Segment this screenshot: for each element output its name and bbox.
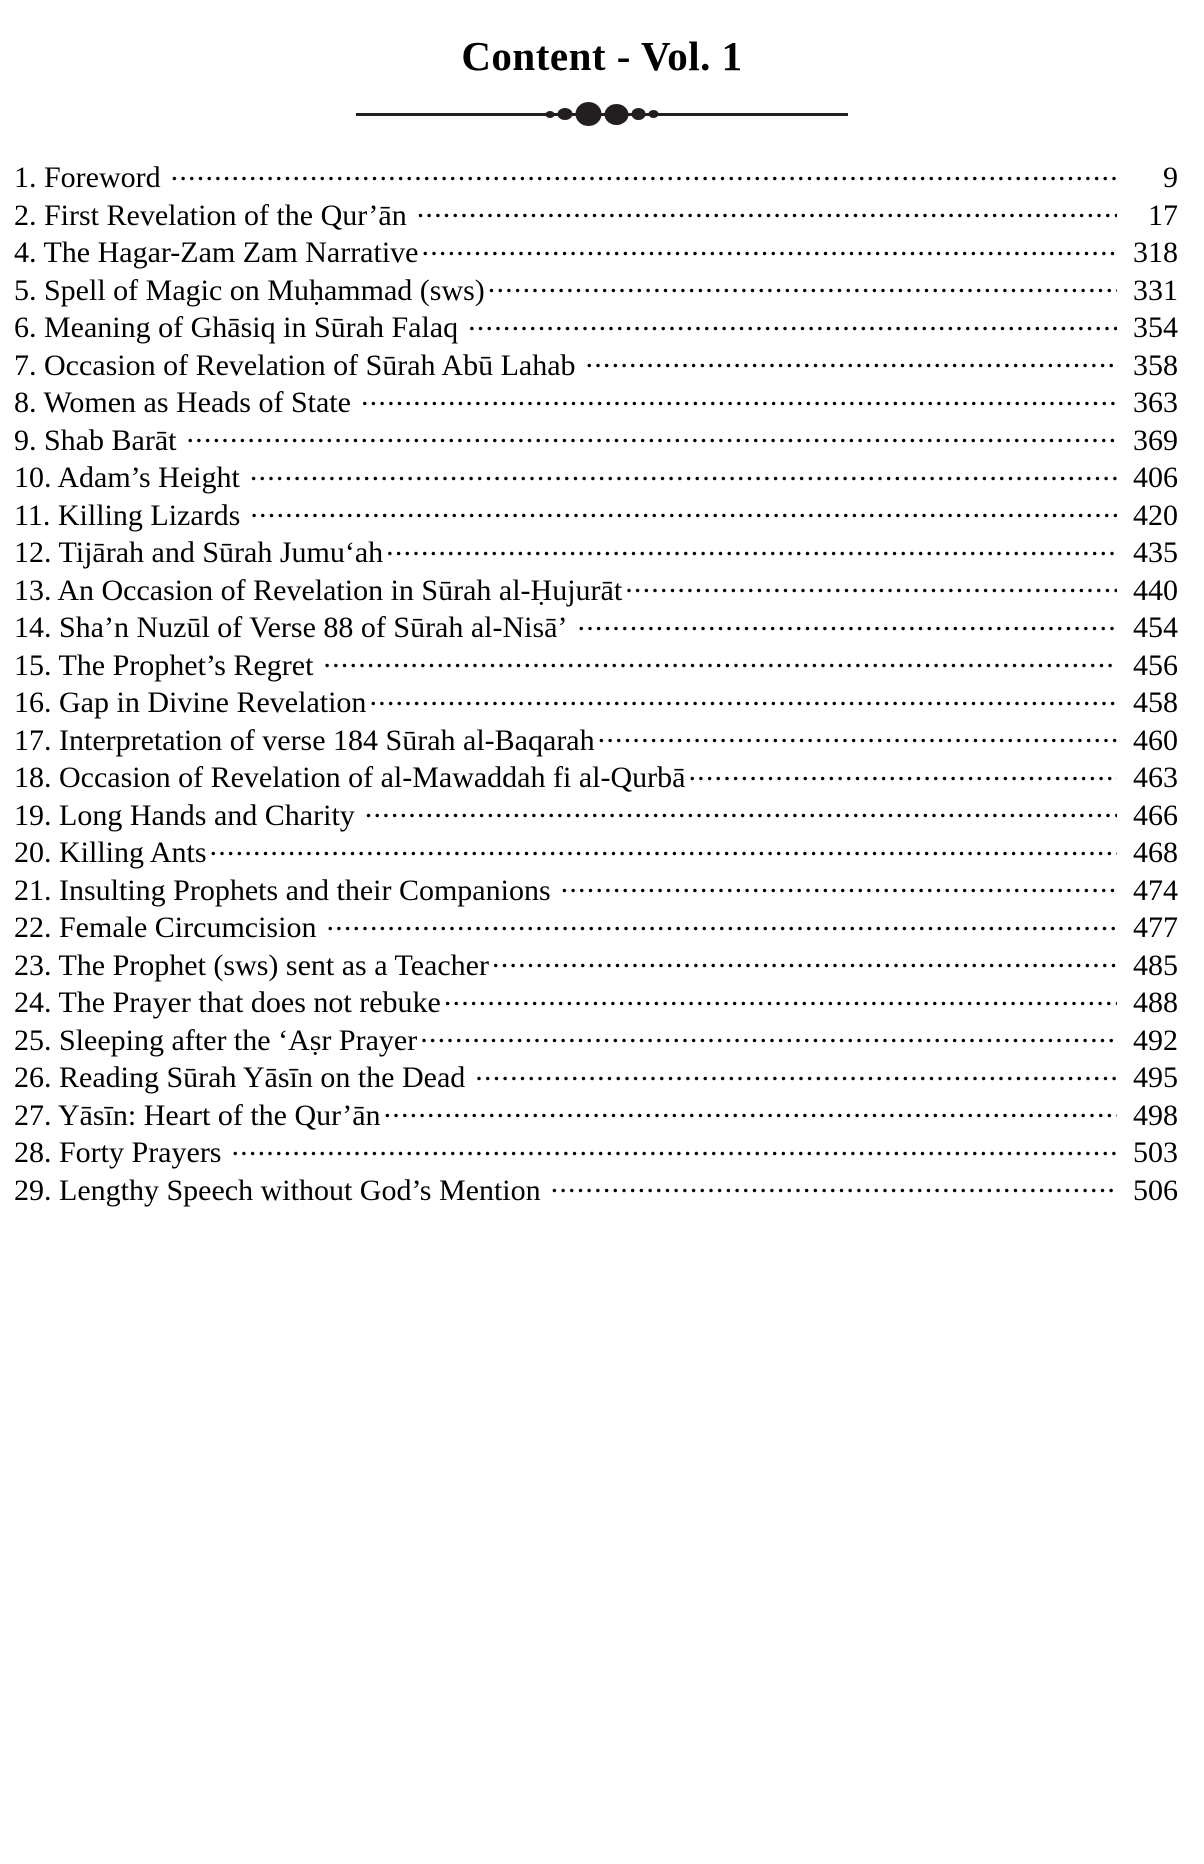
toc-entry[interactable]: [14, 457, 1178, 495]
toc-entry[interactable]: [14, 945, 1178, 983]
toc-leader-dots: [551, 1170, 1117, 1200]
toc-entry[interactable]: [14, 1132, 1178, 1170]
toc-entry[interactable]: [14, 907, 1178, 945]
toc-entry[interactable]: [14, 1057, 1178, 1095]
toc-entry[interactable]: [14, 570, 1178, 608]
toc-entry-page-number: 506: [1133, 1173, 1178, 1207]
toc-leader-dots: [369, 682, 1117, 712]
toc-entry-label: 13. An Occasion of Revelation in Sūrah al-Ḥujurāt: [14, 573, 623, 607]
toc-leader-dots: [422, 232, 1118, 262]
toc-entry-page-number: 466: [1133, 798, 1178, 832]
toc-entry-label: 21. Insulting Prophets and their Companions: [14, 873, 551, 907]
toc-entry[interactable]: [14, 870, 1178, 908]
toc-leader-dots: [186, 420, 1117, 450]
toc-entry[interactable]: [14, 720, 1178, 758]
toc-entry-page-number: 477: [1133, 911, 1178, 945]
divider-bead-icon: [558, 108, 573, 120]
toc-leader-dots: [386, 532, 1117, 562]
toc-entry[interactable]: [14, 1020, 1178, 1058]
toc-entry-label: 2. First Revelation of the Qur’ān: [14, 198, 407, 232]
toc-entry[interactable]: [14, 982, 1178, 1020]
toc-entry-page-number: 440: [1133, 573, 1178, 607]
toc-leader-dots: [468, 307, 1117, 337]
toc-entry-page-number: 492: [1133, 1023, 1178, 1057]
toc-entry[interactable]: [14, 757, 1178, 795]
toc-entry-label: 12. Tijārah and Sūrah Jumuʻah: [14, 536, 384, 570]
toc-entry-label: 6. Meaning of Ghāsiq in Sūrah Falaq: [14, 311, 459, 345]
toc-entry-page-number: 17: [1148, 198, 1178, 232]
toc-leader-dots: [475, 1057, 1117, 1087]
toc-entry-label: 24. The Prayer that does not rebuke: [14, 986, 441, 1020]
divider-bead-cluster: [546, 101, 659, 127]
divider-bead-icon: [632, 108, 646, 120]
toc-entry-page-number: 358: [1133, 348, 1178, 382]
toc-entry-label: 7. Occasion of Revelation of Sūrah Abū Lahab: [14, 348, 576, 382]
decorative-divider-ornament: [356, 101, 848, 127]
toc-entry-page-number: 406: [1133, 461, 1178, 495]
toc-entry[interactable]: [14, 607, 1178, 645]
toc-leader-dots: [488, 270, 1117, 300]
toc-leader-dots: [417, 195, 1117, 225]
toc-entry[interactable]: [14, 307, 1178, 345]
toc-entry[interactable]: [14, 157, 1178, 195]
toc-entry-page-number: 454: [1133, 611, 1178, 645]
toc-entry-page-number: 318: [1133, 236, 1178, 270]
toc-leader-dots: [420, 1020, 1117, 1050]
divider-bead-icon: [605, 104, 629, 125]
toc-leader-dots: [323, 645, 1117, 675]
toc-entry-label: 15. The Prophet’s Regret: [14, 648, 314, 682]
toc-entry[interactable]: [14, 1095, 1178, 1133]
toc-leader-dots: [231, 1132, 1117, 1162]
toc-entry-page-number: 468: [1133, 836, 1178, 870]
toc-leader-dots: [688, 757, 1117, 787]
toc-leader-dots: [326, 907, 1117, 937]
toc-entry-label: 5. Spell of Magic on Muḥammad (sws): [14, 273, 485, 307]
toc-leader-dots: [625, 570, 1117, 600]
toc-entry-label: 4. The Hagar-Zam Zam Narrative: [14, 236, 419, 270]
toc-leader-dots: [578, 607, 1118, 637]
toc-entry-label: 20. Killing Ants: [14, 836, 207, 870]
toc-entry-label: 29. Lengthy Speech without God’s Mention: [14, 1173, 541, 1207]
toc-entry-page-number: 503: [1133, 1136, 1178, 1170]
toc-entry-label: 19. Long Hands and Charity: [14, 798, 355, 832]
toc-entry[interactable]: [14, 682, 1178, 720]
toc-entry-page-number: 460: [1133, 723, 1178, 757]
toc-entry[interactable]: [14, 832, 1178, 870]
toc-leader-dots: [361, 382, 1117, 412]
toc-entry-page-number: 495: [1133, 1061, 1178, 1095]
toc-entry-page-number: 498: [1133, 1098, 1178, 1132]
toc-entry[interactable]: [14, 645, 1178, 683]
toc-entry-label: 9. Shab Barāt: [14, 423, 177, 457]
toc-entry-label: 17. Interpretation of verse 184 Sūrah al-Baqarah: [14, 723, 595, 757]
toc-entry-page-number: 331: [1133, 273, 1178, 307]
toc-entry-page-number: 456: [1133, 648, 1178, 682]
toc-entry-label: 25. Sleeping after the ʻAṣr Prayer: [14, 1023, 418, 1057]
toc-entry-page-number: 458: [1133, 686, 1178, 720]
toc-leader-dots: [210, 832, 1117, 862]
divider-bead-icon: [576, 102, 602, 126]
toc-entry[interactable]: [14, 795, 1178, 833]
toc-entry[interactable]: [14, 382, 1178, 420]
toc-entry-label: 8. Women as Heads of State: [14, 386, 351, 420]
toc-entry-label: 1. Foreword: [14, 161, 161, 195]
toc-entry-label: 26. Reading Sūrah Yāsīn on the Dead: [14, 1061, 466, 1095]
toc-entry-label: 10. Adam’s Height: [14, 461, 240, 495]
toc-entry[interactable]: [14, 420, 1178, 458]
toc-entry-page-number: 9: [1163, 161, 1178, 195]
toc-entry-label: 11. Killing Lizards: [14, 498, 241, 532]
toc-leader-dots: [250, 457, 1117, 487]
toc-leader-dots: [365, 795, 1117, 825]
toc-entry-label: 23. The Prophet (sws) sent as a Teacher: [14, 948, 489, 982]
toc-entry-label: 16. Gap in Divine Revelation: [14, 686, 367, 720]
toc-leader-dots: [171, 157, 1117, 187]
toc-entry[interactable]: [14, 232, 1178, 270]
toc-entry-page-number: 474: [1133, 873, 1178, 907]
toc-entry[interactable]: [14, 270, 1178, 308]
toc-entry-page-number: 354: [1133, 311, 1178, 345]
divider-bead-icon: [546, 111, 555, 118]
toc-leader-dots: [598, 720, 1117, 750]
toc-entry-page-number: 463: [1133, 761, 1178, 795]
toc-entry-label: 14. Sha’n Nuzūl of Verse 88 of Sūrah al-Nisā’: [14, 611, 568, 645]
toc-entry-page-number: 485: [1133, 948, 1178, 982]
divider-bead-icon: [649, 110, 659, 118]
toc-entry[interactable]: [14, 495, 1178, 533]
toc-leader-dots: [444, 982, 1117, 1012]
toc-entry-page-number: 363: [1133, 386, 1178, 420]
toc-leader-dots: [586, 345, 1117, 375]
toc-leader-dots: [250, 495, 1117, 525]
toc-entry-label: 27. Yāsīn: Heart of the Qur’ān: [14, 1098, 381, 1132]
toc-entry-label: 28. Forty Prayers: [14, 1136, 222, 1170]
toc-entry[interactable]: [14, 345, 1178, 383]
toc-entry-page-number: 420: [1133, 498, 1178, 532]
toc-entry[interactable]: [14, 1170, 1178, 1208]
toc-entry-page-number: 435: [1133, 536, 1178, 570]
toc-entry-page-number: 488: [1133, 986, 1178, 1020]
table-of-contents: [0, 157, 1204, 1207]
toc-entry-label: 18. Occasion of Revelation of al-Mawaddah fi al-Qurbā: [14, 761, 686, 795]
toc-leader-dots: [384, 1095, 1117, 1125]
toc-entry[interactable]: [14, 532, 1178, 570]
page-title: Content - Vol. 1: [461, 33, 743, 79]
toc-entry-page-number: 369: [1133, 423, 1178, 457]
toc-entry-label: 22. Female Circumcision: [14, 911, 317, 945]
toc-leader-dots: [561, 870, 1117, 900]
toc-leader-dots: [492, 945, 1117, 975]
toc-entry[interactable]: [14, 195, 1178, 233]
